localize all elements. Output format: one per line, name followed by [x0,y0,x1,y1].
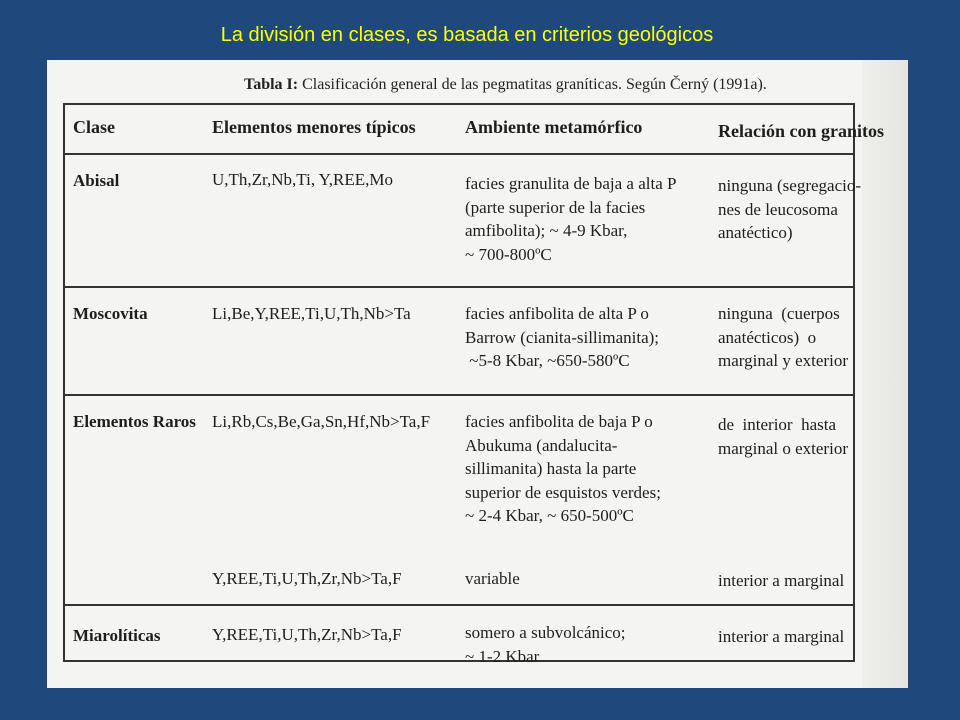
row-abisal-elementos: U,Th,Zr,Nb,Ti, Y,REE,Mo [212,170,393,189]
text-line: Abukuma (andalucita- [465,435,618,455]
row-divider [65,604,855,606]
row-miaroliticas-ambiente [465,621,626,668]
row-miaroliticas-clase: Miarolíticas [73,626,161,645]
text-line: facies granulita de baja a alta P [465,174,677,193]
table-caption [244,76,767,94]
row-elementos-raros-ambiente [465,410,661,528]
text-line: facies anfibolita de baja P o [465,412,653,431]
header-elementos: Elementos menores típicos [212,117,416,137]
text-line: Barrow (cianita-sillimanita); [465,327,660,347]
text-line: de interior hasta [718,415,837,434]
text-line: ~ 700-800ºC [465,244,552,264]
text-line: anatéctico) [718,223,793,242]
text-line: superior de esquistos verdes; [465,482,661,502]
row-subrow-elementos: Y,REE,Ti,U,Th,Zr,Nb>Ta,F [212,569,402,588]
text-line: (parte superior de la facies [465,197,646,217]
text-line: ~ 1-2 Kbar [465,646,540,666]
header-divider [65,153,855,155]
row-abisal-clase: Abisal [73,171,120,190]
text-line: sillimanita) hasta la parte [465,459,637,478]
row-divider [65,286,855,288]
row-elementos-raros-elementos: Li,Rb,Cs,Be,Ga,Sn,Hf,Nb>Ta,F [212,412,431,431]
row-divider [65,394,855,396]
page-edge [862,60,908,688]
text-line: ~ 2-4 Kbar, ~ 650-500ºC [465,506,634,525]
text-line: ninguna (segregacio- [718,176,862,195]
row-moscovita-ambiente [465,302,659,373]
row-miaroliticas-relacion: interior a marginal [718,627,845,646]
header-clase: Clase [73,117,115,137]
caption-text: Clasificación general de las pegmatitas graníticas. Según Černý (1991a). [298,76,767,93]
row-moscovita-clase: Moscovita [73,304,148,323]
text-line: ~5-8 Kbar, ~650-580ºC [465,351,630,370]
text-line: somero a subvolcánico; [465,623,626,642]
header-relacion: Relación con granitos [718,121,884,141]
row-moscovita-relacion [718,302,848,373]
text-line: ninguna (cuerpos [718,304,840,323]
scanned-table-image [47,60,908,688]
row-abisal-ambiente [465,172,676,266]
row-elementos-raros-clase: Elementos Raros [73,412,196,431]
text-line: marginal y exterior [718,351,848,370]
row-subrow-relacion: interior a marginal [718,571,845,590]
text-line: nes de leucosoma [718,199,838,219]
row-miaroliticas-elementos: Y,REE,Ti,U,Th,Zr,Nb>Ta,F [212,625,402,644]
text-line: anatécticos) o [718,327,817,347]
row-abisal-relacion [718,174,861,245]
slide-title: La división en clases, es basada en criterios geológicos [220,24,714,46]
row-elementos-raros-relacion [718,413,848,460]
caption-label: Tabla I: [244,76,299,93]
row-moscovita-elementos: Li,Be,Y,REE,Ti,U,Th,Nb>Ta [212,304,411,323]
text-line: amfibolita); ~ 4-9 Kbar, [465,221,628,240]
text-line: facies anfibolita de alta P o [465,304,649,323]
text-line: marginal o exterior [718,438,848,458]
header-ambiente: Ambiente metamórfico [465,117,643,137]
row-subrow-ambiente: variable [465,569,520,588]
